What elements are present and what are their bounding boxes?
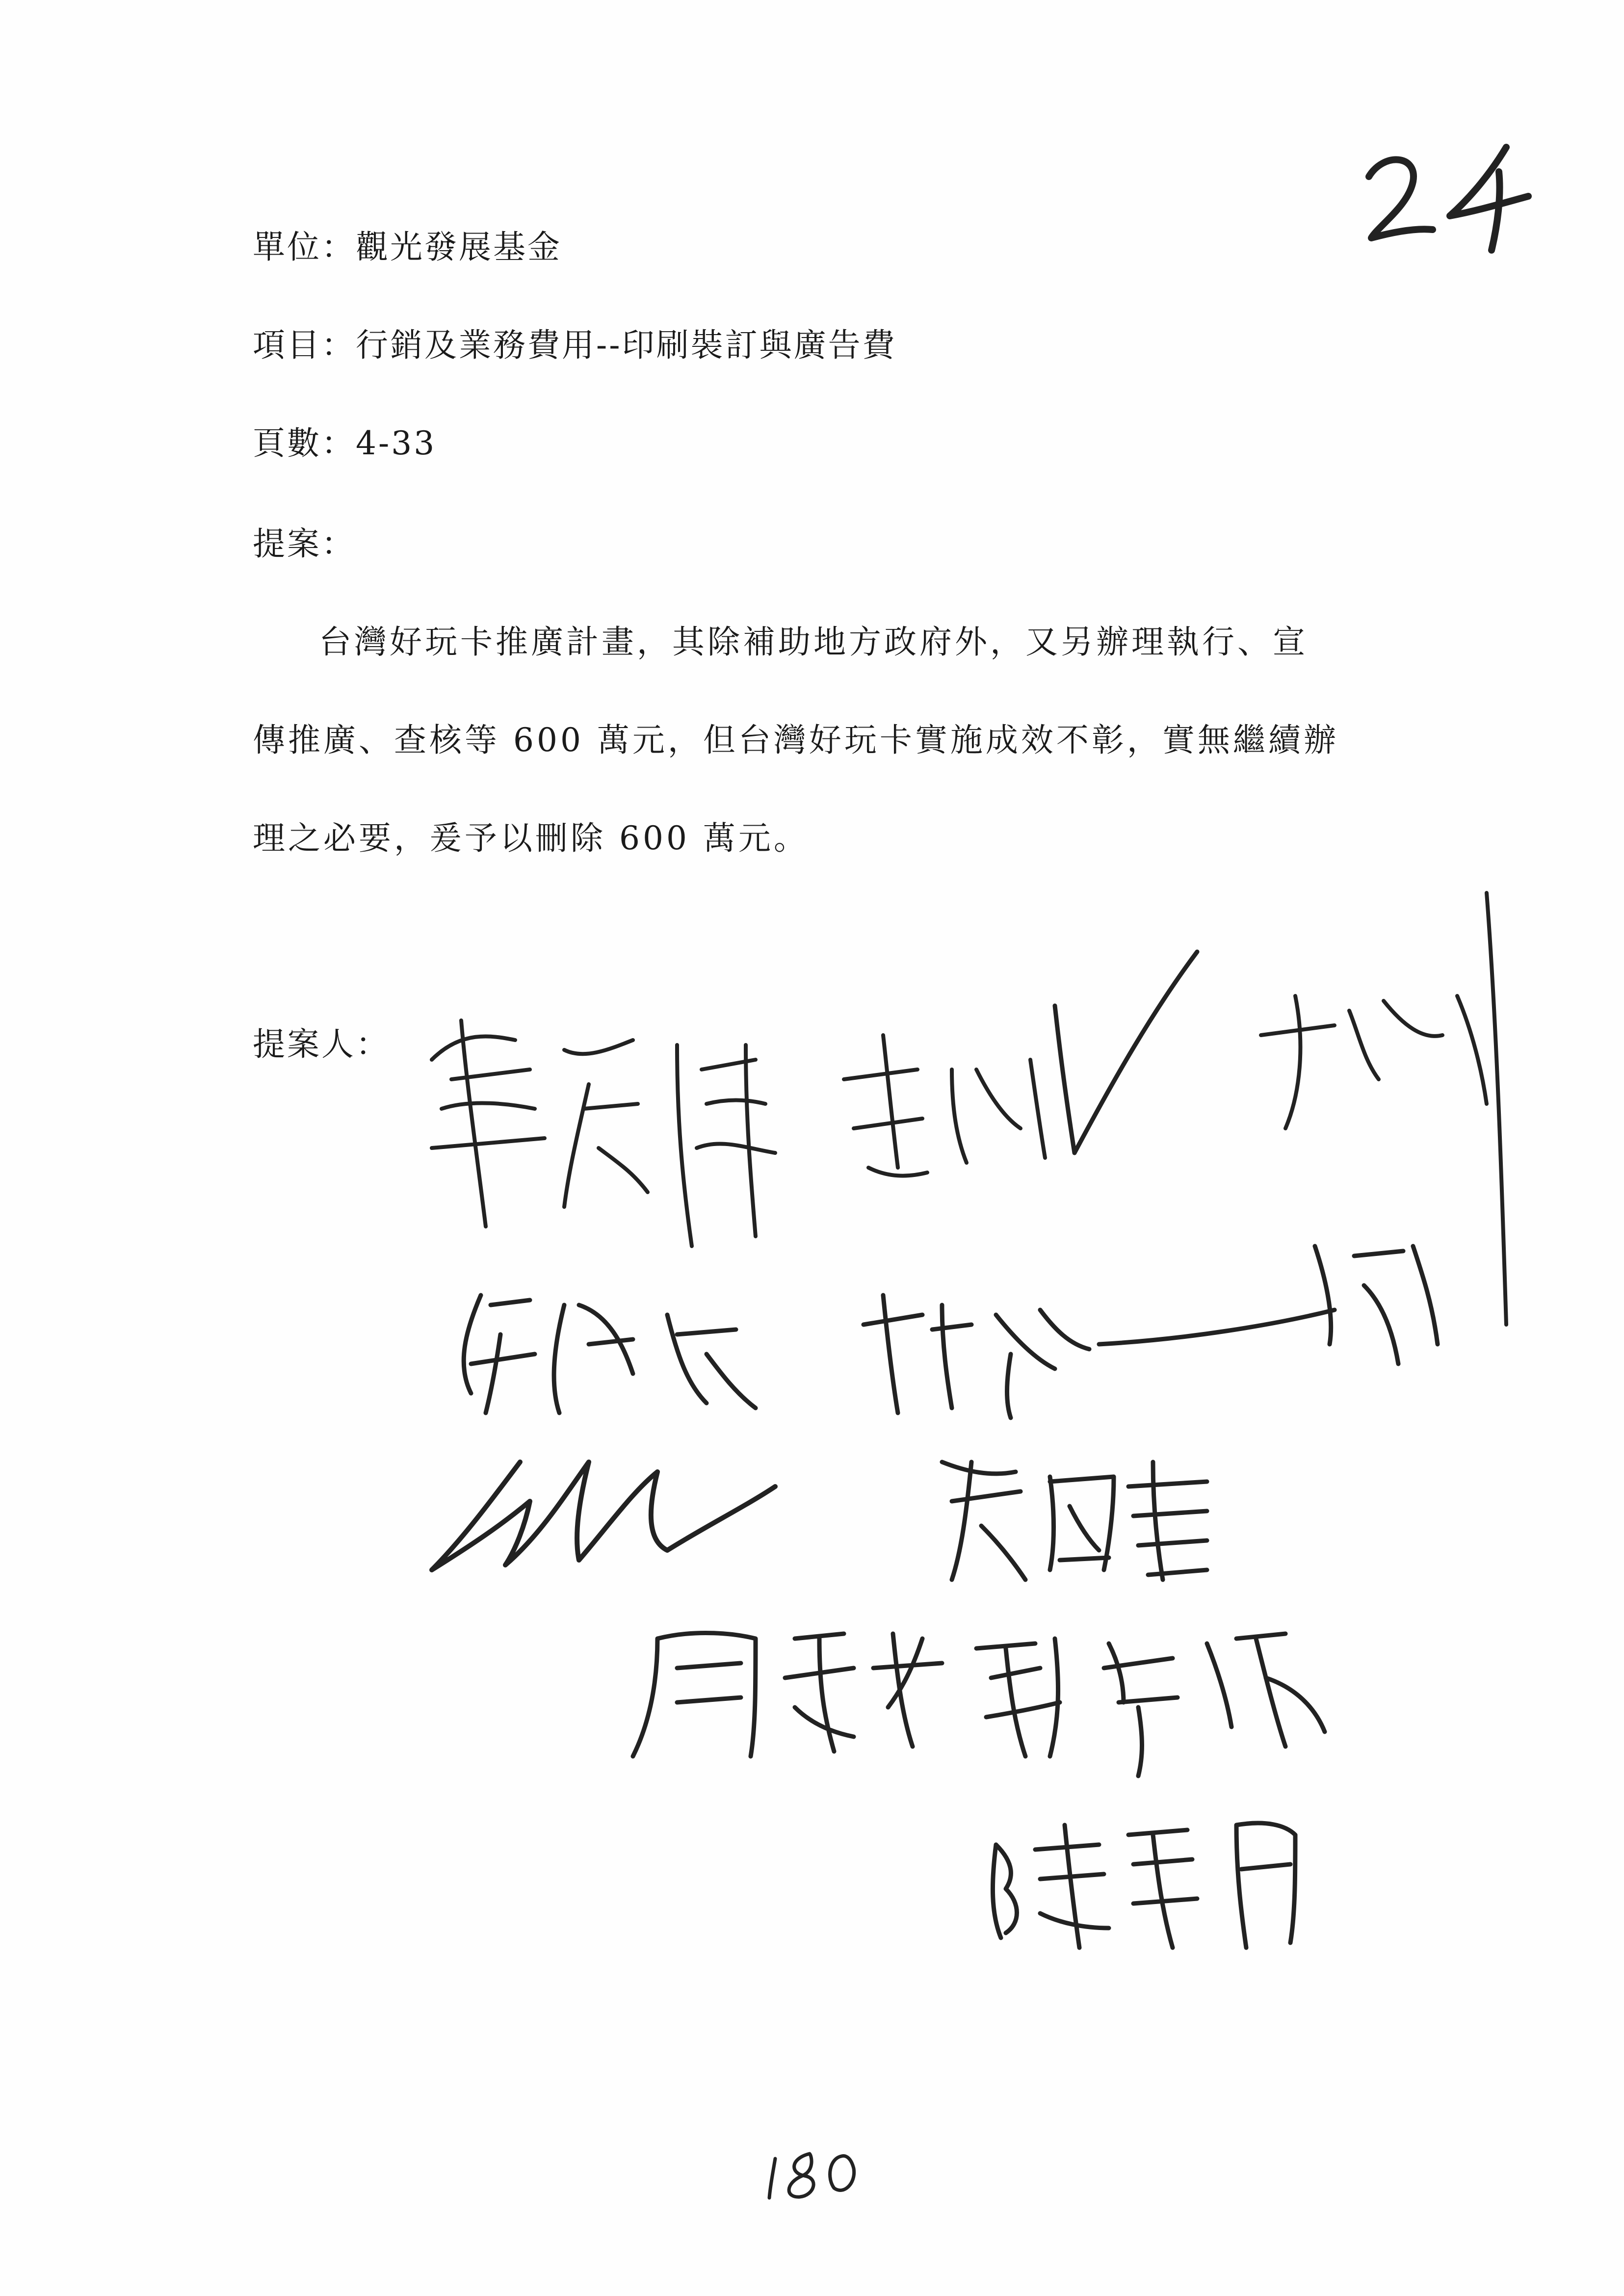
handwritten-signatures	[402, 873, 1521, 1953]
signature-5	[864, 1246, 1438, 1418]
proposers-label: 提案人：	[253, 1025, 390, 1063]
signature-4	[464, 1295, 756, 1413]
handwritten-corner-number	[1359, 142, 1536, 255]
signature-9	[993, 1823, 1295, 1948]
signature-7	[633, 1633, 942, 1756]
page-line: 頁數：4-33	[253, 424, 437, 462]
signature-6	[432, 1462, 1207, 1580]
proposal-label: 提案：	[253, 525, 356, 563]
signature-1	[432, 1020, 775, 1246]
unit-line: 單位：觀光發展基金	[253, 228, 562, 266]
signature-8	[976, 1634, 1325, 1776]
signature-3	[1261, 893, 1506, 1325]
handwritten-page-number	[756, 2144, 864, 2203]
item-line: 項目：行銷及業務費用--印刷裝訂與廣告費	[253, 326, 897, 364]
body-line-2: 傳推廣、查核等 600 萬元，但台灣好玩卡實施成效不彰，實無繼續辦	[253, 721, 1339, 759]
proposal-body	[253, 616, 1415, 910]
body-line-1: 台灣好玩卡推廣計畫，其除補助地方政府外，又另辦理執行、宣	[319, 623, 1308, 661]
signature-2	[844, 952, 1197, 1176]
body-line-3: 理之必要，爰予以刪除 600 萬元。	[253, 819, 809, 857]
